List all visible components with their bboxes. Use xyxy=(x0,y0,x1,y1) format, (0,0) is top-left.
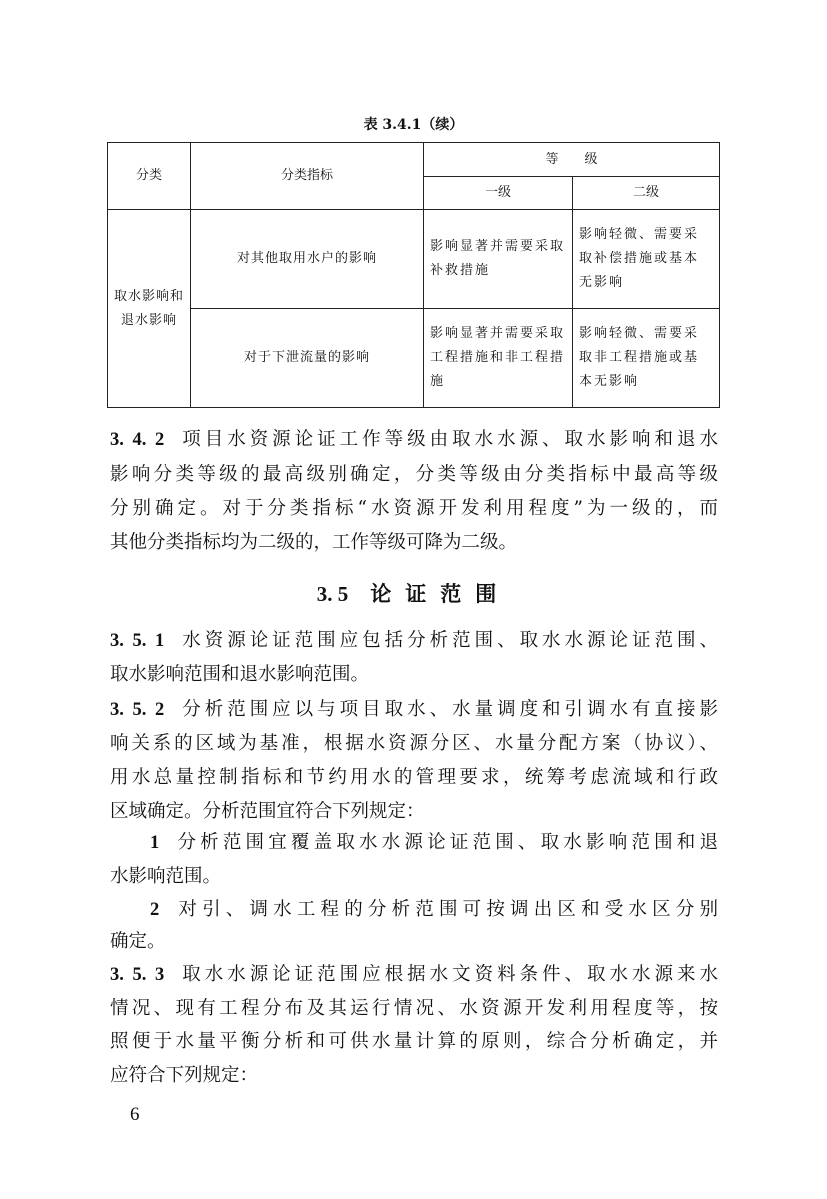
grade1-cell: 影响显著并需要采取工程措施和非工程措施 xyxy=(424,309,573,408)
clause-number: 3. 5. 3 xyxy=(110,965,165,985)
header-grade: 等 级 xyxy=(424,143,720,177)
clause-3-5-2 xyxy=(110,697,718,723)
item-number: 1 xyxy=(150,833,160,853)
clause-number: 3. 4. 2 xyxy=(110,430,165,450)
text-line: 分析范围应以与项目取水、水量调度和引调水有直接影 xyxy=(178,699,718,720)
text-line: 其他分类指标均为二级的，工作等级可降为二级。 xyxy=(110,532,518,553)
text-line: 应符合下列规定： xyxy=(110,1065,259,1086)
header-grade1: 一级 xyxy=(424,177,573,210)
text-line: 取水影响范围和退水影响范围。 xyxy=(110,664,370,685)
text-line: 水影响范围。 xyxy=(110,866,222,887)
indicator-cell: 对其他取用水户的影响 xyxy=(191,210,424,309)
text-line: 确定。 xyxy=(110,931,166,952)
text-line: 影响分类等级的最高级别确定，分类等级由分类指标中最高等级 xyxy=(110,464,718,485)
text-line: 照便于水量平衡分析和可供水量计算的原则，综合分析确定，并 xyxy=(110,1031,718,1052)
page-number: 6 xyxy=(130,1104,140,1125)
clause-number: 3. 5. 2 xyxy=(110,700,165,720)
clause-3-4-2 xyxy=(110,427,718,453)
text-line: 对引、调水工程的分析范围可按调出区和受水区分别 xyxy=(173,899,718,920)
header-indicator: 分类指标 xyxy=(191,143,424,210)
list-item-2 xyxy=(150,897,718,923)
text-line: 项目水资源论证工作等级由取水水源、取水影响和退水 xyxy=(178,429,718,450)
text-line: 区域确定。分析范围宜符合下列规定： xyxy=(110,801,425,822)
text-line: 情况、现有工程分布及其运行情况、水资源开发利用程度等，按 xyxy=(110,998,718,1019)
list-item-1 xyxy=(150,830,718,856)
text-line: 分析范围宜覆盖取水水源论证范围、取水影响范围和退 xyxy=(173,832,718,853)
clause-3-5-3 xyxy=(110,962,718,988)
section-title: 论证范围 xyxy=(370,581,511,606)
clause-3-5-1 xyxy=(110,628,718,654)
text-line: 水资源论证范围应包括分析范围、取水水源论证范围、 xyxy=(178,630,718,651)
header-category: 分类 xyxy=(108,143,191,210)
table-caption: 表 3.4.1（续） xyxy=(363,117,464,133)
section-number: 3. 5 xyxy=(316,582,349,606)
grade2-cell: 影响轻微、需要采取补偿措施或基本无影响 xyxy=(573,210,720,309)
text-line: 分别确定。对于分类指标“水资源开发利用程度”为一级的，而 xyxy=(110,498,718,519)
clause-number: 3. 5. 1 xyxy=(110,631,165,651)
classification-table xyxy=(107,142,720,408)
header-grade2: 二级 xyxy=(573,177,720,210)
text-line: 响关系的区域为基准，根据水资源分区、水量分配方案（协议）、 xyxy=(110,733,718,754)
indicator-cell: 对于下泄流量的影响 xyxy=(191,309,424,408)
text-line: 取水水源论证范围应根据水文资料条件、取水水源来水 xyxy=(178,964,718,985)
section-heading xyxy=(0,578,827,608)
item-number: 2 xyxy=(150,900,160,920)
grade2-cell: 影响轻微、需要采取非工程措施或基本无影响 xyxy=(573,309,720,408)
text-line: 用水总量控制指标和节约用水的管理要求，统筹考虑流域和行政 xyxy=(110,767,718,788)
grade1-cell: 影响显著并需要采取补救措施 xyxy=(424,210,573,309)
category-cell: 取水影响和退水影响 xyxy=(108,210,191,408)
